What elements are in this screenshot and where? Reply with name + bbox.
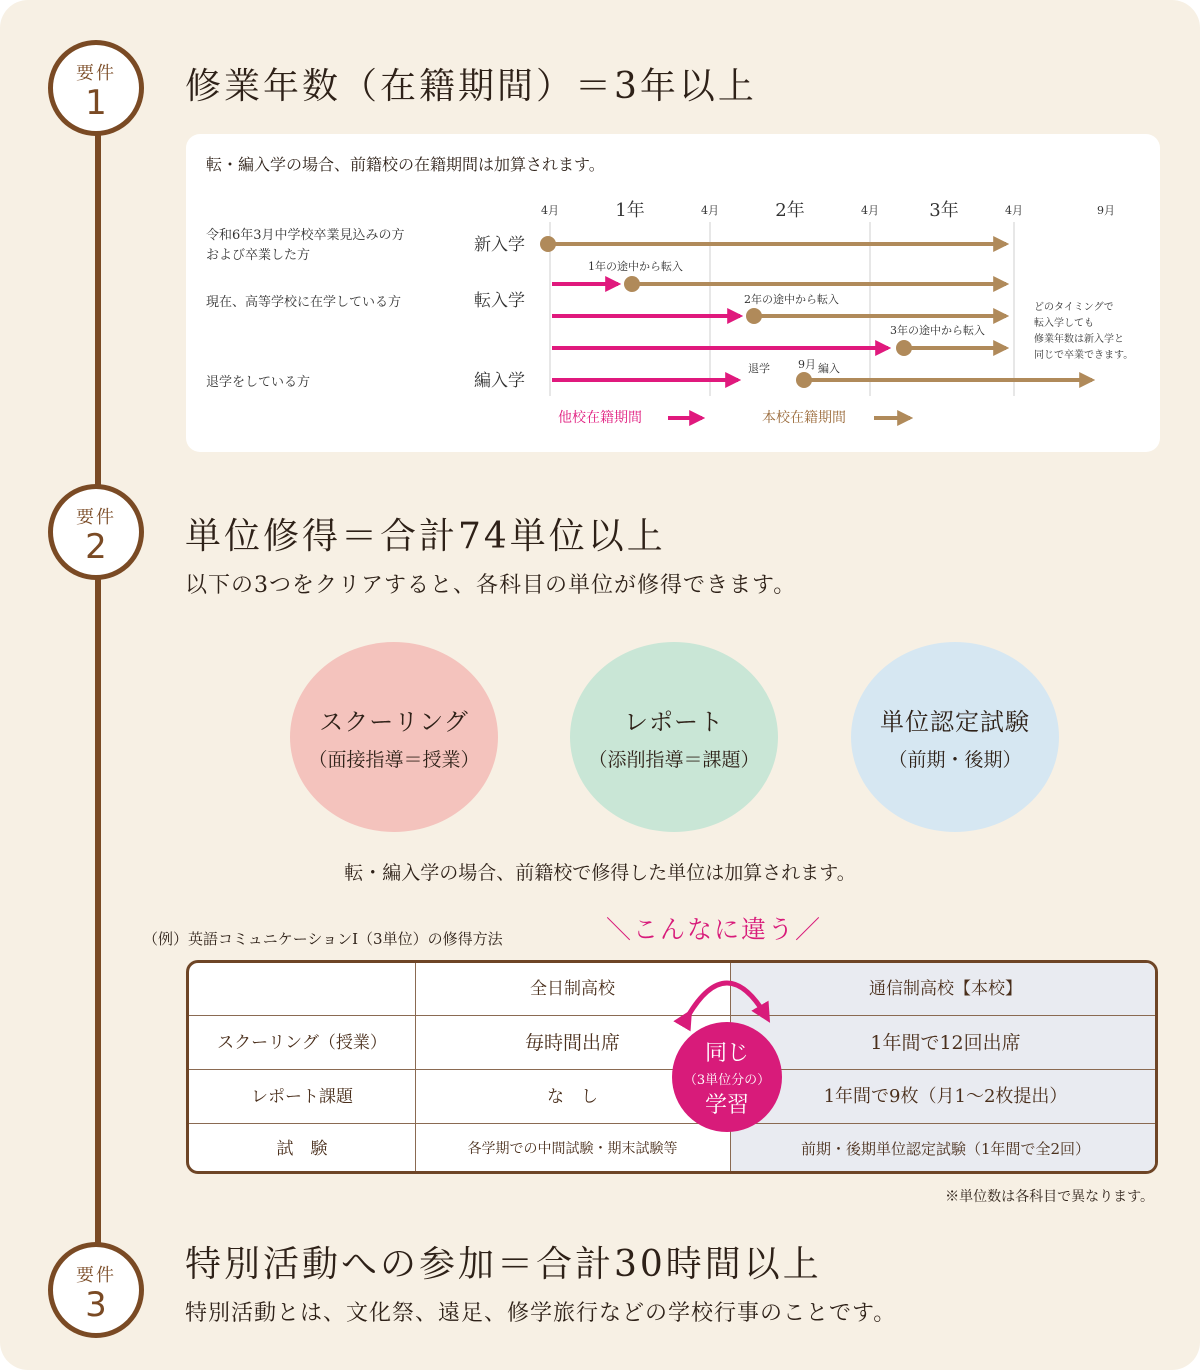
requirement-2-title: 単位修得＝合計74単位以上 [185, 516, 666, 557]
transfer-label: 2年の途中から転入 [744, 293, 839, 306]
table-row-label: 試 験 [276, 1139, 328, 1159]
transfer-label: 3年の途中から転入 [890, 324, 985, 337]
requirement-badge-2 [48, 484, 144, 580]
table-header: 全日制高校 [530, 979, 615, 999]
badge-label: 要件 [76, 63, 116, 84]
credit-transfer-note: 転・編入学の場合、前籍校で修得した単位は加算されます。 [344, 862, 856, 884]
badge-number: 3 [85, 1285, 107, 1325]
row-type: 編入学 [474, 371, 525, 391]
month-label: 4月 [861, 204, 879, 217]
requirement-badge-3 [48, 1242, 144, 1338]
side-note: どのタイミングで [1034, 302, 1114, 313]
enrollment-timeline [186, 134, 1160, 452]
table-header [189, 963, 415, 1015]
badge-label: 要件 [76, 507, 116, 528]
timeline-spine [95, 90, 101, 1290]
start-dot [624, 276, 640, 292]
legend-other: 他校在籍期間 [558, 410, 642, 426]
row-type: 転入学 [474, 291, 525, 311]
readmit-month: 9月 [798, 358, 816, 371]
same-learning-badge [672, 1022, 782, 1132]
table-cell: 1年間で9枚（月1〜2枚提出） [823, 1086, 1068, 1107]
circle-title: スクーリング [319, 708, 469, 736]
table-cell: 毎時間出席 [524, 1032, 620, 1054]
row-desc: 令和6年3月中学校卒業見込みの方 [206, 228, 405, 243]
start-dot [896, 340, 912, 356]
table-header: 通信制高校【本校】 [869, 979, 1022, 999]
requirement-3-subtitle: 特別活動とは、文化祭、遠足、修学旅行などの学校行事のことです。 [185, 1301, 897, 1326]
schooling-circle [290, 642, 498, 832]
year-label: 2年 [775, 200, 805, 221]
badge-number: 1 [85, 83, 107, 123]
same-line3: 学習 [704, 1093, 749, 1118]
requirement-3-title: 特別活動への参加＝合計30時間以上 [185, 1244, 822, 1285]
circle-sub: （面接指導＝授業） [308, 749, 480, 771]
transfer-label: 1年の途中から転入 [588, 260, 683, 273]
row-type: 新入学 [474, 235, 525, 255]
table-cell: 前期・後期単位認定試験（1年間で全2回） [800, 1140, 1091, 1158]
row-desc: 退学をしている方 [206, 375, 311, 390]
circle-sub: （添削指導＝課題） [588, 749, 760, 771]
circle-title: レポート [624, 708, 724, 736]
month-label: 4月 [701, 204, 719, 217]
start-dot [540, 236, 556, 252]
badge-number: 2 [85, 527, 107, 567]
table-cell: 各学期での中間試験・期末試験等 [467, 1141, 678, 1157]
side-note: 修業年数は新入学と [1034, 334, 1124, 345]
year-label: 3年 [929, 200, 959, 221]
row-desc: および卒業した方 [206, 248, 311, 263]
circle-title: 単位認定試験 [880, 708, 1030, 736]
badge-label: 要件 [76, 1265, 116, 1286]
table-row-label: スクーリング（授業） [217, 1033, 387, 1053]
table-cell: 1年間で12回出席 [870, 1032, 1021, 1054]
month-label: 4月 [541, 204, 559, 217]
circle-sub: （前期・後期） [888, 749, 1022, 771]
start-dot [796, 372, 812, 388]
year-label: 1年 [615, 200, 645, 221]
legend-this: 本校在籍期間 [762, 410, 846, 426]
readmit-label: 編入 [818, 362, 840, 375]
enrollment-note: 転・編入学の場合、前籍校の在籍期間は加算されます。 [206, 155, 605, 174]
report-circle [570, 642, 778, 832]
withdraw-label: 退学 [748, 362, 770, 375]
requirement-1-title: 修業年数（在籍期間）＝3年以上 [185, 66, 757, 107]
enrollment-period-card [186, 134, 1160, 452]
example-label: （例）英語コミュニケーションⅠ（3単位）の修得方法 [143, 930, 503, 948]
requirement-2-subtitle: 以下の3つをクリアすると、各科目の単位が修得できます。 [185, 573, 797, 598]
footnote: ※単位数は各科目で異なります。 [945, 1189, 1154, 1205]
exam-circle [851, 642, 1059, 832]
month-label: 9月 [1097, 204, 1115, 217]
same-line2: （3単位分の） [683, 1073, 771, 1088]
table-row-label: レポート課題 [251, 1087, 353, 1107]
row-desc: 現在、高等学校に在学している方 [206, 295, 402, 310]
catch-phrase: ＼こんなに違う／ [606, 915, 823, 944]
table-cell: な し [547, 1087, 598, 1107]
month-label: 4月 [1005, 204, 1023, 217]
row-divider [189, 1015, 1158, 1016]
requirement-badge-1 [48, 40, 144, 136]
start-dot [746, 308, 762, 324]
same-line1: 同じ [704, 1041, 749, 1066]
side-note: 同じで卒業できます。 [1034, 350, 1134, 361]
side-note: 転入学しても [1034, 318, 1094, 329]
